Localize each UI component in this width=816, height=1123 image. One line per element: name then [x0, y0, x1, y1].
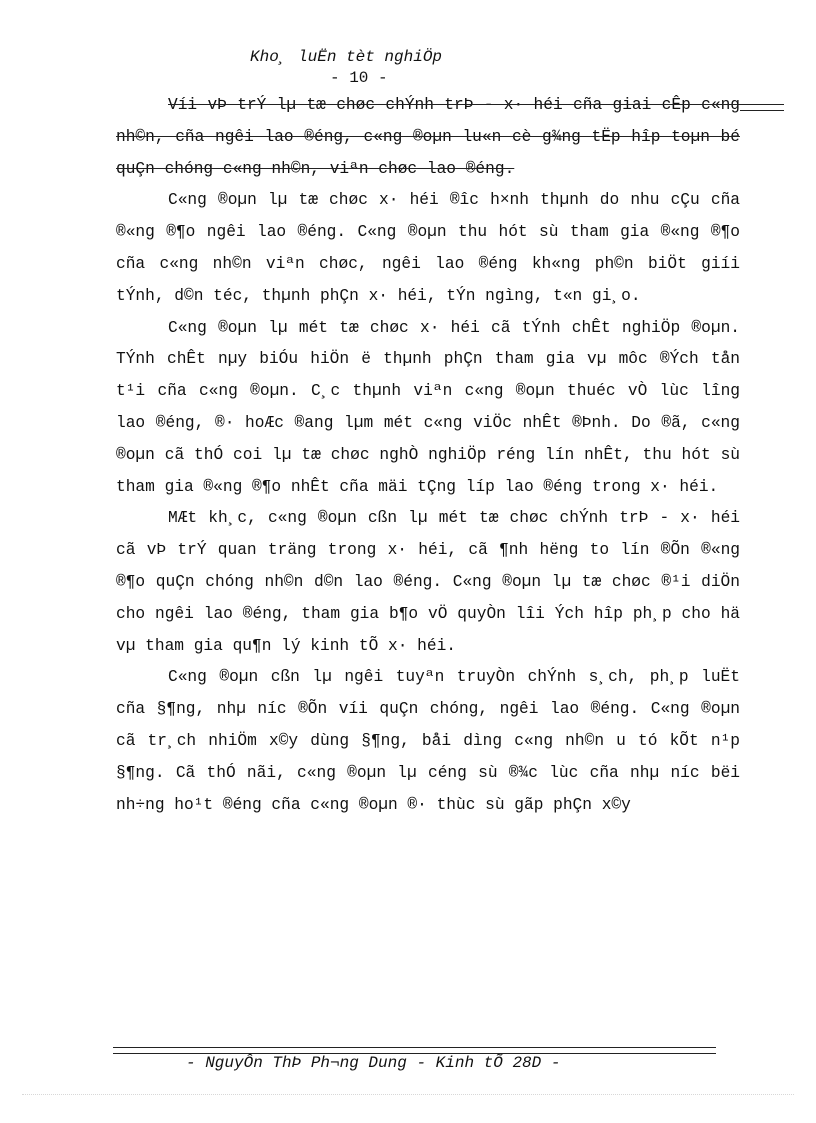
- footer-author-line: - NguyÔn ThÞ Ph¬ng Dung - Kinh tÕ 28D -: [186, 1054, 561, 1072]
- page-bottom-dotted-line: [22, 1094, 794, 1095]
- paragraph-3: C«ng ®oµn lµ mét tæ chøc x· héi cã tÝnh chÊt nghiÖp ®oµn. TÝnh chÊt nµy biÓu hiÖn ë thµnh phÇn tham gia vµ môc ®Ých tån t¹i cña c«ng ®oµn. C¸c thµnh viªn c«ng ®oµn thuéc vÒ lùc lîng lao ®éng, ®· hoÆc ®ang lµm mét c«ng viÖc nhÊt ®Þnh. Do ®ã, c«ng ®oµn cã thÓ coi lµ tæ chøc nghÒ nghiÖp réng lín nhÊt, thu hót sù tham gia ®«ng ®¶o nhÊt cña mäi tÇng líp lao ®éng trong x· héi.: [116, 318, 740, 496]
- paragraph-2: C«ng ®oµn lµ tæ chøc x· héi ®îc h×nh thµnh do nhu cÇu cña ®«ng ®¶o ngêi lao ®éng. C«ng ®oµn thu hót sù tham gia ®«ng ®¶o cña c«ng nh©n viªn chøc, ngêi lao ®éng kh«ng ph©n biÖt giíi tÝnh, d©n téc, thµnh phÇn x· héi, tÝn ngìng, t«n gi¸o.: [116, 191, 740, 305]
- paragraph-5: C«ng ®oµn cßn lµ ngêi tuyªn truyÒn chÝnh s¸ch, ph¸p luËt cña §¶ng, nhµ níc ®Õn víi quÇn chóng, ngêi lao ®éng. C«ng ®oµn cã tr¸ch nhiÖm x©y dùng §¶ng, båi dìng c«ng nh©n u tó kÕt n¹p §¶ng. Cã thÓ nãi, c«ng ®oµn lµ céng sù ®¾c lùc cña nhµ níc bëi nh÷ng ho¹t ®éng cña c«ng ®oµn ®· thùc sù gãp phÇn x©y: [116, 668, 740, 814]
- document-body: [116, 90, 740, 821]
- document-header-title: Kho¸ luËn tèt nghiÖp: [250, 48, 443, 66]
- page-number: - 10 -: [330, 69, 388, 87]
- footer-double-rule: [113, 1047, 716, 1054]
- header-double-rule: [740, 104, 784, 111]
- paragraph-4: MÆt kh¸c, c«ng ®oµn cßn lµ mét tæ chøc chÝnh trÞ - x· héi cã vÞ trÝ quan träng trong x· héi, cã ¶nh hëng to lín ®Õn ®«ng ®¶o quÇn chóng nh©n d©n lao ®éng. C«ng ®oµn lµ tæ chøc ®¹i diÖn cho ngêi lao ®éng, tham gia b¶o vÖ quyÒn lîi Ých hîp ph¸p cho hä vµ tham gia qu¶n lý kinh tÕ x· héi.: [116, 509, 740, 655]
- paragraph-1: Víi vÞ trÝ lµ tæ chøc chÝnh trÞ - x· héi cña giai cÊp c«ng nh©n, cña ngêi lao ®éng, c«ng ®oµn lu«n cè g¾ng tËp hîp toµn bé quÇn chóng c«ng nh©n, viªn chøc lao ®éng.: [116, 96, 740, 178]
